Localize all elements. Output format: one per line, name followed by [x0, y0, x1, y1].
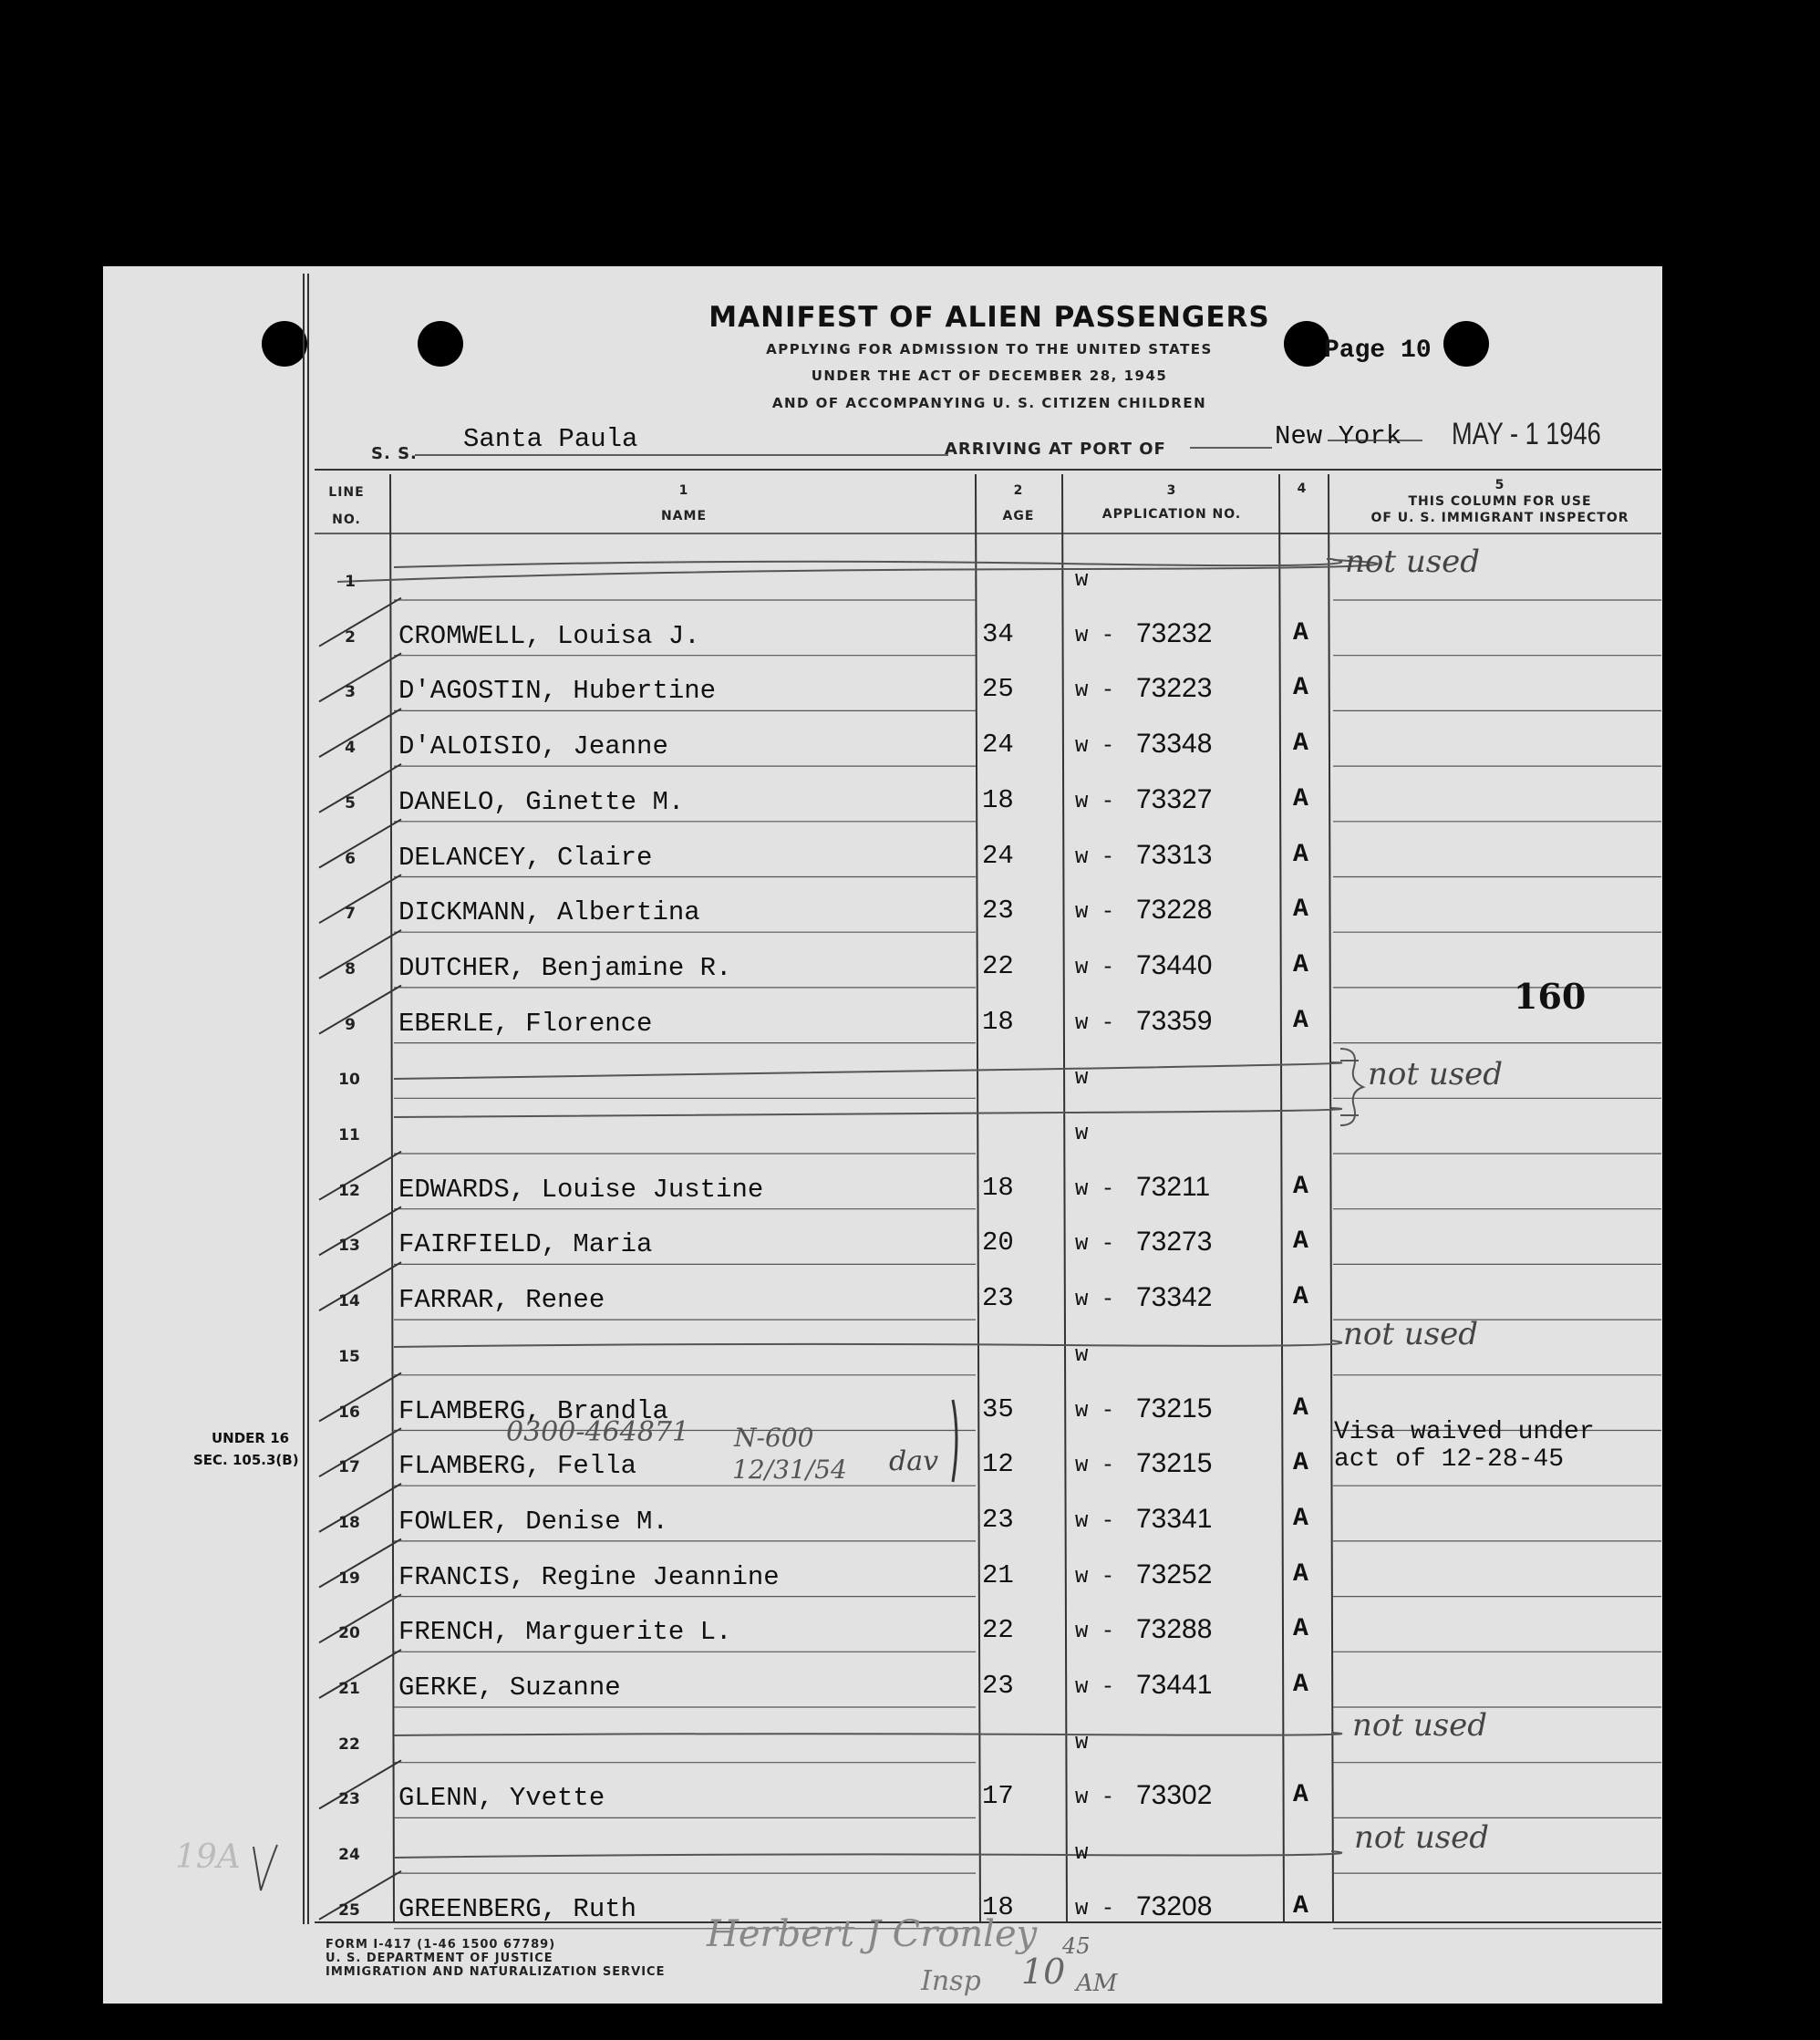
- line-number: 11: [338, 1126, 360, 1144]
- application-number: 73211: [1136, 1171, 1211, 1202]
- passenger-name: GLENN, Yvette: [398, 1783, 605, 1814]
- ship-name: Santa Paula: [463, 424, 638, 454]
- application-number: 73359: [1136, 1005, 1213, 1036]
- passenger-name: D'ALOISIO, Jeanne: [398, 731, 668, 762]
- status-code: A: [1293, 618, 1308, 647]
- hand-n600: N-600: [734, 1423, 814, 1453]
- line-number: 24: [338, 1846, 360, 1865]
- section-note: SEC. 105.3(B): [193, 1452, 299, 1468]
- passenger-name: GREENBERG, Ruth: [398, 1893, 637, 1924]
- application-prefix: w -: [1075, 1564, 1115, 1590]
- line-number: 4: [345, 739, 356, 758]
- passenger-name: CROMWELL, Louisa J.: [398, 620, 700, 651]
- status-code: A: [1293, 840, 1308, 869]
- passenger-name: FLAMBERG, Brandla: [398, 1395, 668, 1426]
- inspector-signature: Herbert J Cronley: [707, 1913, 1038, 1955]
- application-number: 73208: [1136, 1890, 1213, 1921]
- application-prefix: w -: [1075, 844, 1115, 870]
- footer-form-number: FORM I-417 (1-46 1500 67789): [326, 1938, 556, 1952]
- col-name-number: 1: [678, 483, 689, 498]
- application-prefix: w: [1075, 1730, 1089, 1755]
- hand-initials: dav: [889, 1445, 939, 1477]
- ss-label: S. S.: [371, 444, 418, 463]
- status-code: A: [1293, 1227, 1308, 1257]
- col-inspector-number: 5: [1494, 478, 1505, 492]
- col-age-header: AGE: [1002, 509, 1035, 523]
- not-used-note-15: not used: [1343, 1316, 1479, 1352]
- line-number: 9: [345, 1015, 356, 1034]
- under-16-note: UNDER 16: [212, 1430, 290, 1446]
- col-inspector-header-1: THIS COLUMN FOR USE: [1408, 494, 1592, 509]
- passenger-name: DANELO, Ginette M.: [398, 786, 685, 817]
- not-used-note-24: not used: [1354, 1819, 1490, 1856]
- status-code: A: [1293, 1504, 1308, 1533]
- passenger-age: 35: [982, 1393, 1014, 1424]
- line-number: 12: [338, 1181, 360, 1200]
- form-footer: [326, 1938, 665, 1979]
- line-number: 22: [338, 1735, 360, 1754]
- application-number: 73341: [1136, 1503, 1213, 1534]
- application-number: 73215: [1136, 1393, 1213, 1424]
- passenger-age: 22: [982, 950, 1014, 981]
- application-number: 73440: [1136, 949, 1213, 980]
- application-prefix: w -: [1075, 1398, 1115, 1424]
- application-prefix: w: [1075, 1122, 1089, 1146]
- status-code: A: [1293, 1006, 1308, 1035]
- status-code: A: [1293, 1283, 1308, 1312]
- hand-file-number: 0300-464871: [506, 1416, 690, 1448]
- form-subtitle-2: UNDER THE ACT OF DECEMBER 28, 1945: [811, 368, 1168, 384]
- time-minutes: 45: [1062, 1933, 1091, 1959]
- status-code: A: [1293, 1781, 1308, 1810]
- application-number: 73342: [1136, 1282, 1213, 1313]
- col-age-number: 2: [1013, 483, 1024, 498]
- passenger-age: 25: [982, 674, 1014, 705]
- status-code: A: [1293, 1891, 1308, 1921]
- status-code: A: [1293, 896, 1308, 925]
- status-code: A: [1293, 1449, 1308, 1478]
- application-number: 73441: [1136, 1670, 1213, 1700]
- col-line-header-top: LINE: [328, 485, 365, 500]
- application-number: 73348: [1136, 729, 1213, 760]
- application-prefix: w -: [1075, 1675, 1115, 1700]
- passenger-age: 23: [982, 896, 1014, 927]
- passenger-name: FAIRFIELD, Maria: [398, 1229, 653, 1260]
- line-number: 8: [345, 959, 356, 979]
- status-code: A: [1293, 674, 1308, 703]
- application-prefix: w -: [1075, 623, 1115, 648]
- application-number: 73232: [1136, 617, 1213, 648]
- passenger-age: 23: [982, 1283, 1014, 1314]
- inspector-signature-sub: Insp: [921, 1965, 981, 1997]
- line-number: 25: [338, 1900, 360, 1920]
- application-number: 73313: [1136, 839, 1213, 870]
- application-prefix: w -: [1075, 1786, 1115, 1811]
- application-prefix: w: [1075, 568, 1089, 593]
- line-number: 16: [338, 1403, 360, 1422]
- application-number: 73273: [1136, 1227, 1213, 1258]
- passenger-age: 18: [982, 1172, 1014, 1203]
- passenger-age: 18: [982, 784, 1014, 815]
- col-4-number: 4: [1297, 482, 1308, 496]
- passenger-name: FRANCIS, Regine Jeannine: [398, 1561, 780, 1592]
- status-code: A: [1293, 950, 1308, 979]
- col-name-header: NAME: [660, 509, 708, 523]
- line-number: 13: [338, 1237, 360, 1256]
- passenger-age: 24: [982, 840, 1014, 871]
- application-prefix: w -: [1075, 1508, 1115, 1534]
- passenger-age: 23: [982, 1671, 1014, 1701]
- application-prefix: w -: [1075, 1010, 1115, 1036]
- col-line-header-bottom: NO.: [332, 513, 361, 527]
- application-prefix: w -: [1075, 1232, 1115, 1258]
- col-app-number: 3: [1166, 483, 1177, 498]
- form-subtitle-3: AND OF ACCOMPANYING U. S. CITIZEN CHILDREN: [771, 395, 1207, 411]
- passenger-age: 17: [982, 1781, 1014, 1812]
- status-code: A: [1293, 784, 1308, 813]
- application-prefix: w -: [1075, 1288, 1115, 1313]
- line-number: 7: [345, 905, 356, 924]
- line-number: 2: [345, 627, 356, 647]
- passenger-age: 23: [982, 1504, 1014, 1535]
- line-number: 23: [338, 1790, 360, 1809]
- line-number: 18: [338, 1513, 360, 1532]
- application-prefix: w -: [1075, 789, 1115, 814]
- passenger-age: 18: [982, 1006, 1014, 1037]
- passenger-name: FOWLER, Denise M.: [398, 1506, 668, 1537]
- not-used-note-22: not used: [1352, 1707, 1488, 1744]
- passenger-age: 18: [982, 1891, 1014, 1922]
- page-number: Page 10: [1324, 337, 1432, 365]
- passenger-age: 21: [982, 1559, 1014, 1590]
- application-number: 73228: [1136, 895, 1213, 926]
- status-code: A: [1293, 1172, 1308, 1201]
- passenger-age: 24: [982, 730, 1014, 761]
- application-prefix: w -: [1075, 734, 1115, 760]
- passenger-age: 34: [982, 618, 1014, 649]
- passenger-name: EDWARDS, Louise Justine: [398, 1174, 764, 1205]
- margin-19a: 19A: [175, 1838, 241, 1876]
- passenger-name: EBERLE, Florence: [398, 1008, 653, 1039]
- col-inspector-header-2: OF U. S. IMMIGRANT INSPECTOR: [1370, 511, 1629, 525]
- footer-service: IMMIGRATION AND NATURALIZATION SERVICE: [326, 1965, 666, 1979]
- application-number: 73252: [1136, 1558, 1213, 1590]
- application-number: 73327: [1136, 783, 1213, 814]
- application-prefix: w: [1075, 1342, 1089, 1368]
- line-number: 20: [338, 1624, 360, 1643]
- passenger-name: FRENCH, Marguerite L.: [398, 1617, 732, 1648]
- passenger-age: 22: [982, 1615, 1014, 1646]
- application-prefix: w -: [1075, 955, 1115, 980]
- line-number: 15: [338, 1347, 360, 1366]
- line-number: 1: [345, 573, 356, 591]
- line-number: 19: [338, 1569, 360, 1588]
- arriving-label: ARRIVING AT PORT OF: [945, 440, 1166, 459]
- arrival-date-stamp: MAY - 1 1946: [1452, 417, 1601, 451]
- status-code: A: [1293, 1393, 1308, 1423]
- time-am: AM: [1076, 1970, 1118, 1997]
- application-number: 73288: [1136, 1614, 1213, 1645]
- passenger-name: FARRAR, Renee: [398, 1285, 605, 1316]
- time-hour: 10: [1021, 1952, 1066, 1992]
- visa-waived-note-2: act of 12-28-45: [1334, 1445, 1565, 1474]
- port-name: New York: [1275, 421, 1402, 451]
- status-code: A: [1293, 730, 1308, 759]
- application-prefix: w: [1075, 1841, 1089, 1867]
- line-number: 14: [338, 1292, 360, 1311]
- passenger-age: 12: [982, 1449, 1014, 1480]
- passenger-name: DUTCHER, Benjamine R.: [398, 952, 732, 983]
- application-prefix: w -: [1075, 1620, 1115, 1645]
- application-number: 73302: [1136, 1780, 1213, 1811]
- line-number: 21: [338, 1680, 360, 1698]
- status-code: A: [1293, 1615, 1308, 1644]
- line-number: 6: [345, 849, 356, 868]
- application-number: 73215: [1136, 1448, 1213, 1479]
- application-prefix: w -: [1075, 678, 1115, 704]
- passenger-name: GERKE, Suzanne: [398, 1672, 621, 1703]
- application-prefix: w -: [1075, 1896, 1115, 1921]
- not-used-note-10-11: not used: [1368, 1056, 1504, 1092]
- col-app-header: APPLICATION NO.: [1101, 507, 1242, 522]
- status-code: A: [1293, 1671, 1308, 1699]
- hand-date: 12/31/54: [732, 1455, 847, 1485]
- line-number: 10: [338, 1071, 360, 1090]
- application-prefix: w: [1075, 1066, 1089, 1092]
- line-number: 5: [345, 793, 356, 813]
- passenger-name: D'AGOSTIN, Hubertine: [398, 676, 717, 707]
- application-number: 73223: [1136, 673, 1213, 704]
- form-title: MANIFEST OF ALIEN PASSENGERS: [708, 301, 1270, 334]
- visa-waived-note-1: Visa waived under: [1334, 1418, 1595, 1446]
- form-subtitle-1: APPLYING FOR ADMISSION TO THE UNITED STATES: [766, 341, 1213, 357]
- application-prefix: w -: [1075, 1454, 1115, 1479]
- application-prefix: w -: [1075, 900, 1115, 926]
- passenger-age: 20: [982, 1227, 1014, 1258]
- passenger-name: FLAMBERG, Fella: [398, 1451, 637, 1482]
- status-code: A: [1293, 1559, 1308, 1589]
- application-prefix: w -: [1075, 1176, 1115, 1202]
- passenger-name: DICKMANN, Albertina: [398, 897, 700, 928]
- footer-department: U. S. DEPARTMENT OF JUSTICE: [326, 1952, 553, 1965]
- line-number: 17: [338, 1458, 360, 1477]
- not-used-note-1: not used: [1345, 544, 1481, 580]
- passenger-name: DELANCEY, Claire: [398, 842, 653, 873]
- line-number: 3: [345, 683, 356, 702]
- total-count: 160: [1514, 976, 1587, 1017]
